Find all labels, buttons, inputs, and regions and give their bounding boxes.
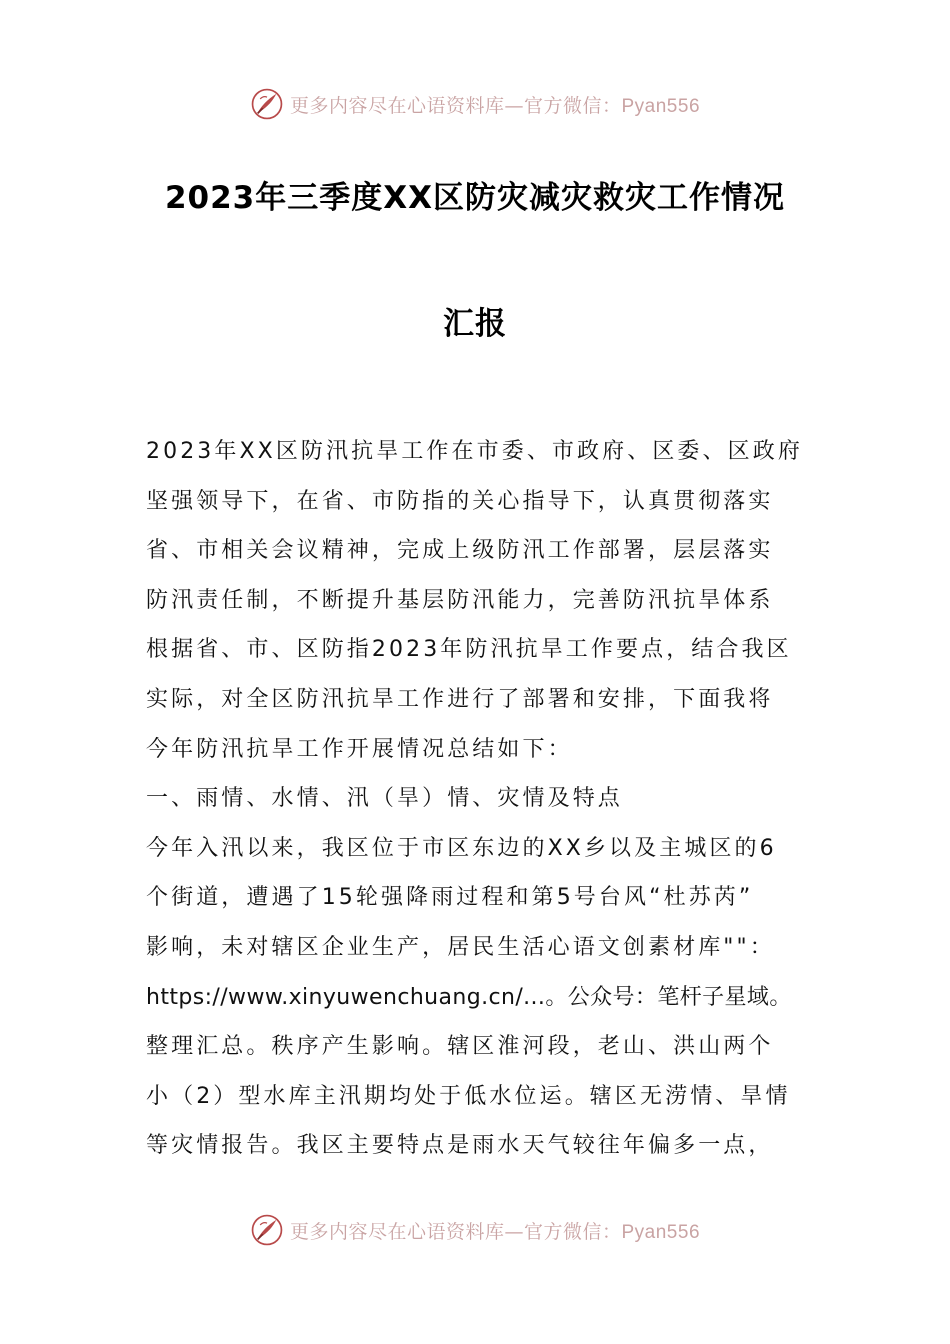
body-line: 今年防汛抗旱工作开展情况总结如下：	[146, 736, 573, 762]
body-line: 小（2）型水库主汛期均处于低水位运。辖区无涝情、旱情	[146, 1083, 791, 1109]
document-body	[146, 427, 814, 1171]
watermark-wechat-id: Pyan556	[621, 95, 701, 117]
document-title-line-1: 2023年三季度XX区防灾减灾救灾工作情况	[164, 180, 786, 216]
watermark-text: 更多内容尽在心语资料库—官方微信：Pyan556	[289, 94, 701, 117]
quill-seal-icon	[250, 1213, 284, 1247]
section-heading: 一、雨情、水情、汛（旱）情、灾情及特点	[146, 786, 623, 812]
watermark-wechat-id: Pyan556	[621, 1221, 701, 1243]
body-line: 等灾情报告。我区主要特点是雨水天气较往年偏多一点，	[146, 1133, 774, 1159]
quill-seal-icon	[250, 87, 284, 121]
body-line: 今年入汛以来，我区位于市区东边的XX乡以及主城区的6	[146, 835, 777, 861]
body-line: 2023年XX区防汛抗旱工作在市委、市政府、区委、区政府	[146, 439, 803, 464]
body-line: 防汛责任制，不断提升基层防汛能力，完善防汛抗旱体系	[146, 587, 774, 613]
footer-watermark	[0, 1210, 950, 1250]
body-line: 影响，未对辖区企业生产，居民生活心语文创素材库""：	[146, 934, 775, 960]
document-title-line-2: 汇报	[443, 306, 507, 342]
watermark-text: 更多内容尽在心语资料库—官方微信：Pyan556	[289, 1220, 701, 1243]
body-line: 实际，对全区防汛抗旱工作进行了部署和安排，下面我将	[146, 686, 774, 712]
body-line: 坚强领导下，在省、市防指的关心指导下，认真贯彻落实	[146, 488, 774, 514]
body-line: 根据省、市、区防指2023年防汛抗旱工作要点，结合我区	[146, 637, 792, 663]
header-watermark	[0, 84, 950, 124]
body-line-url: https://www.xinyuwenchuang.cn/...。公众号：笔杆子星域。	[146, 984, 792, 1010]
body-line: 整理汇总。秩序产生影响。辖区淮河段，老山、洪山两个	[146, 1034, 774, 1060]
body-line: 省、市相关会议精神，完成上级防汛工作部署，层层落实	[146, 538, 774, 564]
body-line: 个街道，遭遇了15轮强降雨过程和第5号台风“杜苏芮”	[146, 885, 754, 911]
